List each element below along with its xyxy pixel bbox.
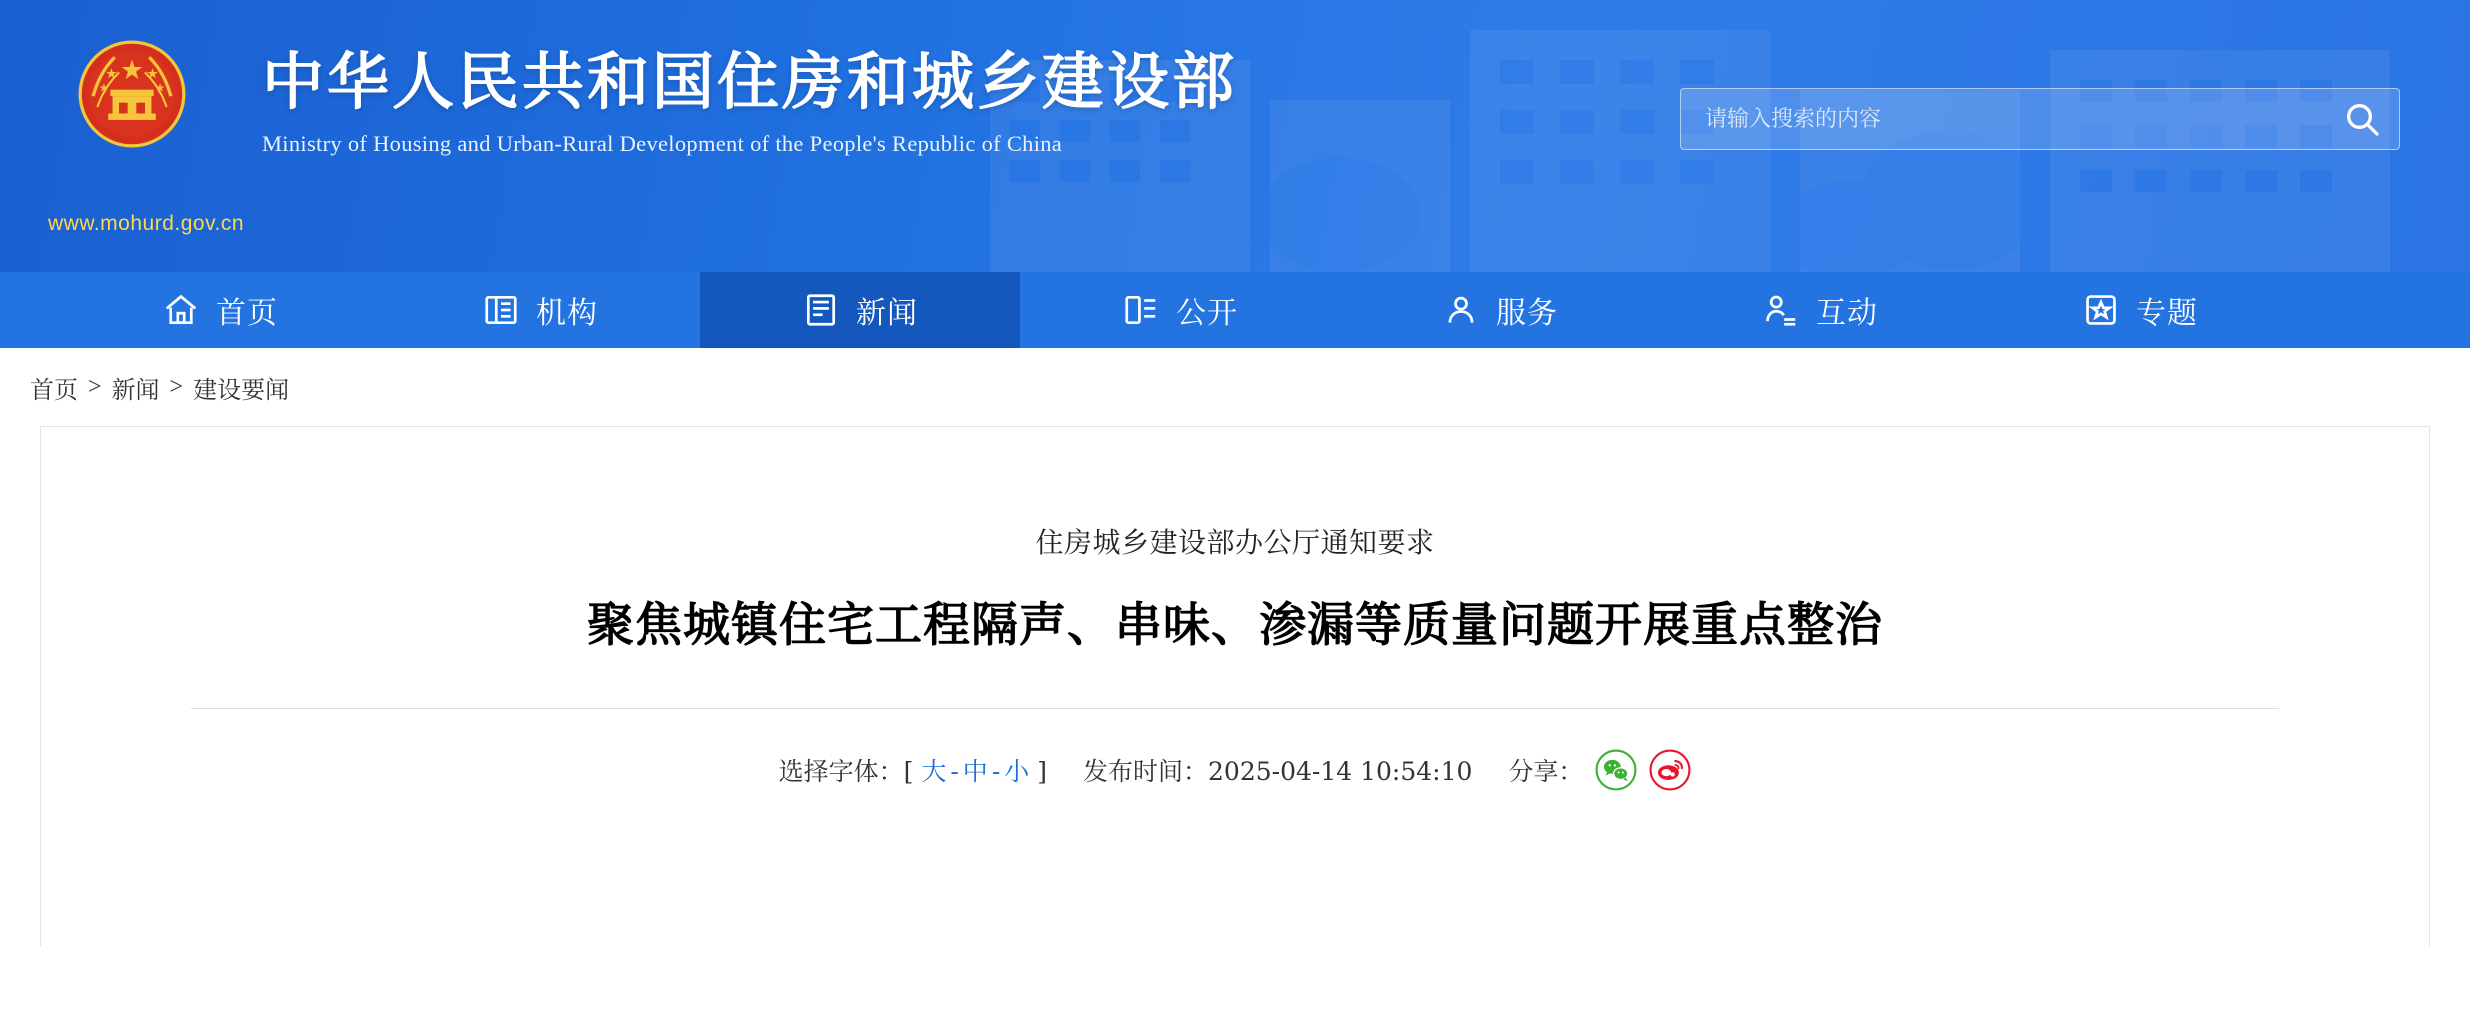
nav-label-news: 新闻 [856, 296, 918, 331]
nav-label-home: 首页 [216, 296, 278, 331]
nav-item-interaction[interactable] [1660, 272, 1980, 348]
site-title-en: Ministry of Housing and Urban-Rural Development of the People's Republic of China [262, 131, 1063, 157]
share-group [1508, 749, 1691, 791]
interaction-icon [1762, 291, 1800, 329]
article-meta-row [41, 749, 2429, 791]
font-bracket-close: ] [1037, 757, 1047, 787]
nav-label-interaction: 互动 [1816, 296, 1878, 331]
nav-item-service[interactable] [1340, 272, 1660, 348]
font-separator: - [950, 757, 959, 787]
nav-label-topic: 专题 [2136, 296, 2198, 331]
wechat-share-icon[interactable] [1595, 749, 1637, 791]
home-icon [162, 291, 200, 329]
breadcrumb-separator: > [88, 373, 102, 400]
topic-star-icon [2082, 291, 2120, 329]
organization-icon [482, 291, 520, 329]
breadcrumb-item-news[interactable]: 新闻 [111, 377, 160, 404]
article-headline: 聚焦城镇住宅工程隔声、串味、渗漏等质量问题开展重点整治 [587, 598, 1883, 653]
search-input[interactable] [1681, 89, 2325, 149]
font-bracket-open: [ [903, 757, 914, 787]
news-icon [802, 291, 840, 329]
weibo-share-icon[interactable] [1649, 749, 1691, 791]
breadcrumb-separator: > [169, 373, 184, 400]
nav-label-open-info: 公开 [1176, 296, 1238, 331]
site-title-block [262, 46, 1237, 157]
font-size-large[interactable]: 大 [921, 757, 947, 787]
site-url: www.mohurd.gov.cn [48, 212, 245, 235]
nav-item-news[interactable] [700, 272, 1020, 348]
share-label: 分享： [1508, 757, 1584, 787]
search-box[interactable] [1680, 88, 2400, 150]
site-title-cn: 中华人民共和国住房和城乡建设部 [262, 45, 1238, 118]
article-kicker: 住房城乡建设部办公厅通知要求 [1035, 526, 1435, 559]
font-size-medium[interactable]: 中 [962, 757, 988, 787]
article-divider [191, 708, 2279, 709]
publish-time-label: 发布时间： [1083, 757, 1209, 787]
breadcrumb [0, 348, 2470, 426]
breadcrumb-item-current[interactable]: 建设要闻 [193, 377, 290, 404]
font-size-label: 选择字体： [778, 757, 904, 787]
nav-item-open-info[interactable] [1020, 272, 1340, 348]
font-size-small[interactable]: 小 [1004, 757, 1030, 787]
site-header [0, 0, 2470, 272]
nav-label-service: 服务 [1496, 296, 1558, 331]
nav-item-topic[interactable] [1980, 272, 2300, 348]
font-size-selector [779, 752, 1047, 788]
open-info-icon [1122, 291, 1160, 329]
nav-label-organization: 机构 [536, 296, 598, 331]
nav-item-home[interactable] [60, 272, 380, 348]
china-national-emblem-icon [78, 40, 186, 148]
service-person-icon [1442, 291, 1480, 329]
main-navigation [0, 272, 2470, 348]
search-icon [2342, 99, 2382, 139]
nav-item-organization[interactable] [380, 272, 700, 348]
font-separator: - [991, 757, 1001, 787]
search-button[interactable] [2325, 89, 2399, 149]
publish-time-value: 2025-04-14 10:54:10 [1208, 757, 1473, 787]
publish-time-block [1083, 752, 1472, 788]
breadcrumb-item-home[interactable]: 首页 [30, 377, 78, 404]
article-card [40, 426, 2430, 946]
